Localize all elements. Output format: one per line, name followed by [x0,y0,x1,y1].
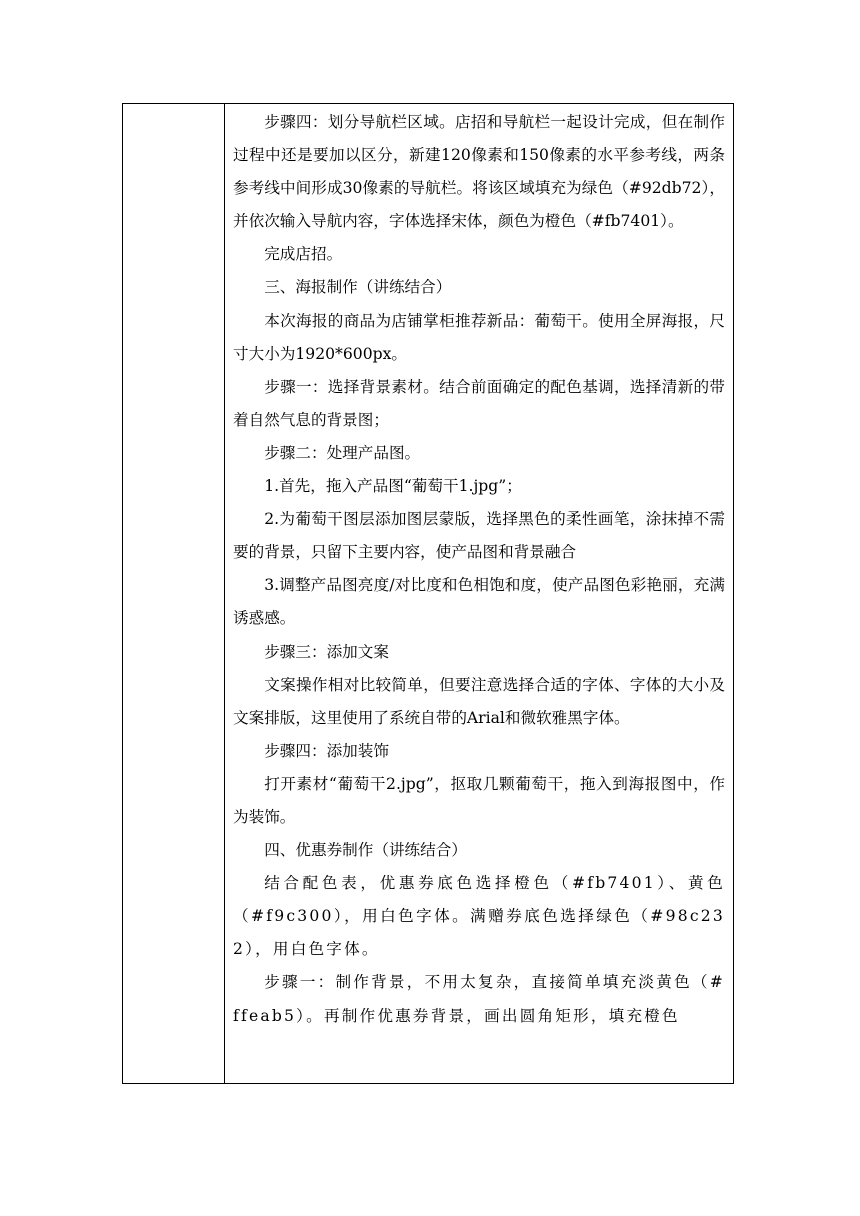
table-content-cell [225,104,733,1083]
paragraph-decor-detail: 打开素材“葡萄干2.jpg”，抠取几颗葡萄干，拖入到海报图中，作为装饰。 [233,774,725,826]
paragraph-poster-intro: 本次海报的商品为店铺掌柜推荐新品：葡萄干。使用全屏海报，尺寸大小为1920*600px。 [233,311,725,363]
paragraph-complete-sign: 完成店招。 [264,245,343,264]
paragraph-step2-product: 步骤二：处理产品图。 [264,443,421,462]
paragraph-step4-nav: 步骤四：划分导航栏区域。店招和导航栏一起设计完成，但在制作过程中还是要加以区分，新建120像素和150像素的水平参考线，两条参考线中间形成30像素的导航栏。将该区域填充为绿色（#92db72），并依次输入导航内容，字体选择宋体，颜色为橙色（#fb7401）。 [233,113,725,231]
paragraph-copy-detail: 文案操作相对比较简单，但要注意选择合适的字体、字体的大小及文案排版，这里使用了系统自带的Arial和微软雅黑字体。 [233,675,725,727]
paragraph-coupon-colors: 结合配色表，优惠券底色选择橙色（#fb7401）、黄色（#f9c300），用白色字体。满赠券底色选择绿色（#98c232），用白色字体。 [233,874,725,959]
paragraph-substep-2: 2.为葡萄干图层添加图层蒙版，选择黑色的柔性画笔，涂抹掉不需要的背景，只留下主要内容，使产品图和背景融合 [233,510,725,562]
content-table [122,103,734,1084]
paragraph-step3-copy: 步骤三：添加文案 [264,642,389,661]
paragraph-step1-background: 步骤一：选择背景素材。结合前面确定的配色基调，选择清新的带着自然气息的背景图； [233,377,725,429]
heading-coupon-section: 四、优惠券制作（讲练结合） [264,841,467,860]
paragraph-substep-1: 1.首先，拖入产品图“葡萄干1.jpg”； [264,477,522,496]
paragraph-coupon-step1: 步骤一：制作背景，不用太复杂，直接简单填充淡黄色（#ffeab5）。再制作优惠券背景，画出圆角矩形，填充橙色 [233,973,725,1025]
heading-poster-section: 三、海报制作（讲练结合） [264,278,452,297]
table-left-cell [123,104,225,1083]
paragraph-step4-decor: 步骤四：添加装饰 [264,741,389,760]
paragraph-substep-3: 3.调整产品图亮度/对比度和色相饱和度，使产品图色彩艳丽，充满诱惑感。 [233,576,725,628]
